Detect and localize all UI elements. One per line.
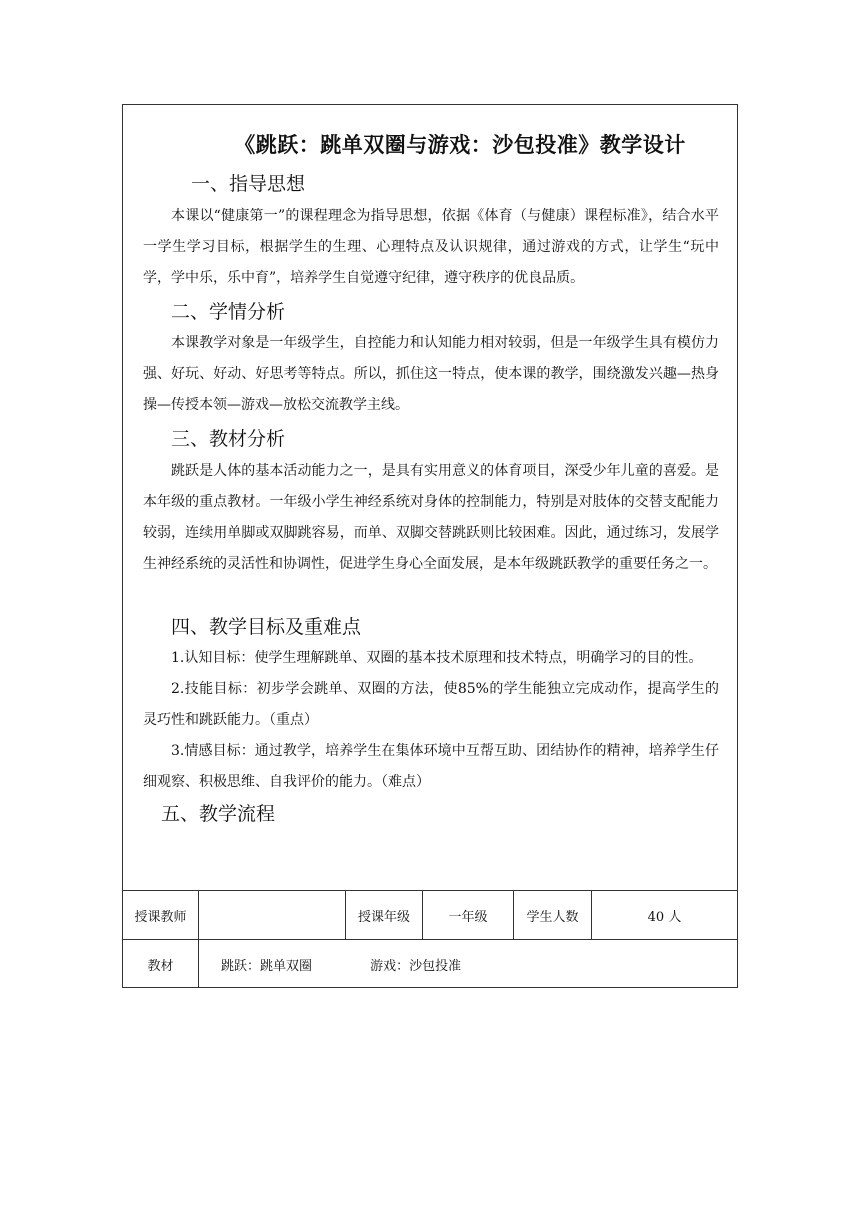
material-game: 游戏：沙包投准 [370, 958, 462, 974]
grade-value: 一年级 [423, 891, 514, 940]
grade-label: 授课年级 [346, 891, 423, 940]
document-frame [122, 104, 738, 988]
section-heading-teaching-goals: 四、教学目标及重难点 [171, 616, 362, 638]
section-heading-guiding-ideology: 一、指导思想 [191, 173, 306, 195]
section-heading-student-analysis: 二、学情分析 [171, 301, 286, 323]
student-count-label: 学生人数 [514, 891, 592, 940]
material-analysis-paragraph: 跳跃是人体的基本活动能力之一，是具有实用意义的体育项目，深受少年儿童的喜爱。是本年级的重点教材。一年级小学生神经系统对身体的控制能力，特别是对肢体的交替支配能力较弱，连续用单脚或双脚跳容易，而单、双脚交替跳跃则比较困难。因此，通过练习，发展学生神经系统的灵活性和协调性，促进学生身心全面发展，是本年级跳跃教学的重要任务之一。 [143, 463, 719, 572]
material-jump: 跳跃：跳单双圈 [221, 958, 313, 974]
table-row [123, 891, 737, 940]
section-heading-material-analysis: 三、教材分析 [171, 428, 286, 450]
guiding-ideology-paragraph: 本课以“健康第一”的课程理念为指导思想，依据《体育（与健康）课程标准》，结合水平一学生学习目标，根据学生的生理、心理特点及认识规律，通过游戏的方式，让学生“玩中学，学中乐，乐中育”，培养学生自觉遵守纪律，遵守秩序的优良品质。 [143, 208, 719, 286]
teacher-value [199, 891, 346, 940]
section-heading-teaching-process: 五、教学流程 [161, 803, 276, 825]
table-row [123, 940, 737, 989]
student-analysis-paragraph: 本课教学对象是一年级学生，自控能力和认知能力相对较弱，但是一年级学生具有模仿力强、好玩、好动、好思考等特点。所以，抓住这一特点，使本课的教学，围绕激发兴趣—热身操—传授本领—游戏—放松交流教学主线。 [143, 335, 719, 413]
material-value [199, 940, 738, 989]
material-label: 教材 [123, 940, 199, 989]
document-title: 《跳跃：跳单双圈与游戏：沙包投准》教学设计 [234, 132, 686, 157]
goal-cognitive: 1.认知目标：使学生理解跳单、双圈的基本技术原理和技术特点，明确学习的目的性。 [171, 650, 703, 666]
goal-emotional: 3.情感目标：通过教学，培养学生在集体环境中互帮互助、团结协作的精神，培养学生仔细观察、积极思维、自我评价的能力。（难点） [143, 743, 719, 790]
lesson-info-table [123, 890, 737, 988]
goal-skill: 2.技能目标：初步学会跳单、双圈的方法，使85%的学生能独立完成动作，提高学生的灵巧性和跳跃能力。（重点） [143, 681, 719, 728]
student-count-value: 40 人 [592, 891, 738, 940]
teacher-label: 授课教师 [123, 891, 199, 940]
